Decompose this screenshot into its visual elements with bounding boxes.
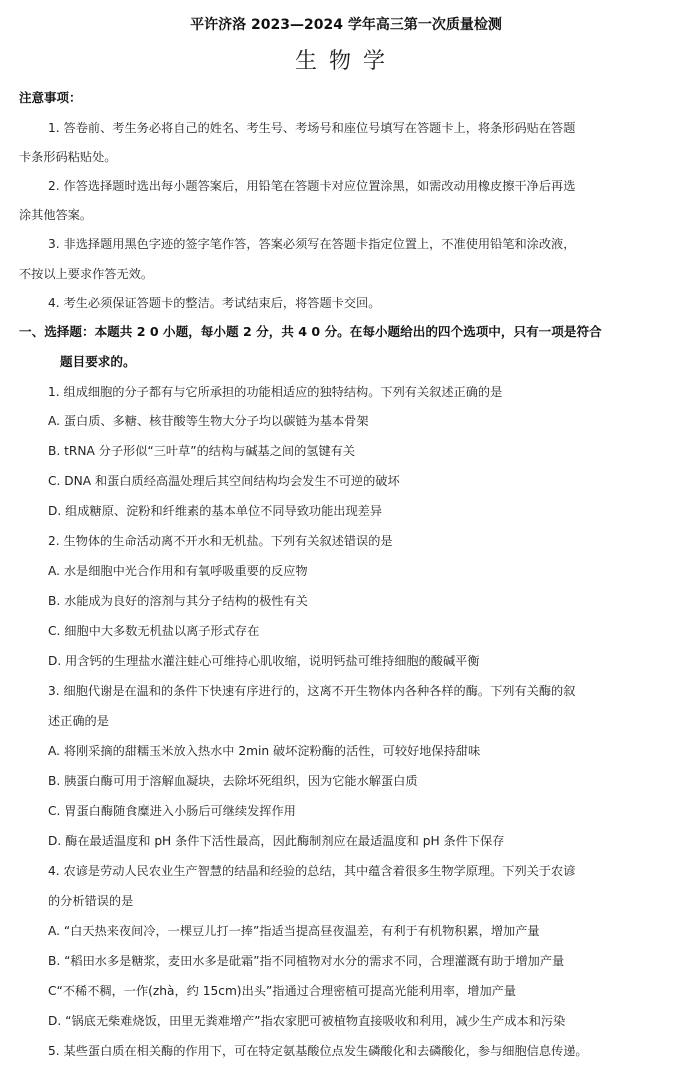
notice-item-4-line-1: 4. 考生必须保证答题卡的整洁。考试结束后，将答题卡交回。 (48, 296, 381, 310)
question-2-option-d: D. 用含钙的生理盐水灌注蛙心可维持心肌收缩，说明钙盐可维持细胞的酸碱平衡 (48, 654, 480, 668)
question-5-stem: 5. 某些蛋白质在相关酶的作用下，可在特定氨基酸位点发生磷酸化和去磷酸化，参与细胞信息传递。 (48, 1044, 588, 1058)
section-heading-line-1: 一、选择题：本题共 2 0 小题，每小题 2 分，共 4 0 分。在每小题给出的四个选项中，只有一项是符合 (19, 324, 602, 339)
question-4-stem-line-2: 的分析错误的是 (48, 894, 134, 908)
question-3-option-d: D. 酶在最适温度和 pH 条件下活性最高，因此酶制剂应在最适温度和 pH 条件下保存 (48, 834, 505, 848)
subject-title: 生物学 (294, 49, 397, 74)
exam-title: 平许济洛 2023—2024 学年高三第一次质量检测 (190, 17, 502, 33)
question-4-option-b: B. “稻田水多是糖浆，麦田水多是砒霜”指不同植物对水分的需求不同，合理灌溉有助于增加产量 (48, 954, 565, 968)
question-4-option-c: C“不稀不稠，一作(zhà，约 15cm)出头”指通过合理密植可提高光能利用率，增加产量 (48, 984, 517, 998)
question-3-option-a: A. 将刚采摘的甜糯玉米放入热水中 2min 破坏淀粉酶的活性，可较好地保持甜味 (48, 744, 481, 758)
question-1-option-c: C. DNA 和蛋白质经高温处理后其空间结构均会发生不可逆的破坏 (48, 474, 400, 488)
question-3-stem-line-1: 3. 细胞代谢是在温和的条件下快速有序进行的，这离不开生物体内各种各样的酶。下列有关酶的叙 (48, 684, 576, 698)
question-1-option-a: A. 蛋白质、多糖、核苷酸等生物大分子均以碳链为基本骨架 (48, 414, 369, 428)
section-heading-line-2: 题目要求的。 (60, 354, 136, 369)
question-2-option-c: C. 细胞中大多数无机盐以离子形式存在 (48, 624, 260, 638)
notice-item-1-line-1: 1. 答卷前、考生务必将自己的姓名、考生号、考场号和座位号填写在答题卡上，将条形码贴在答题 (48, 121, 576, 135)
question-2-stem: 2. 生物体的生命活动离不开水和无机盐。下列有关叙述错误的是 (48, 534, 393, 548)
notice-item-3-line-2: 不按以上要求作答无效。 (19, 267, 154, 281)
question-1-option-d: D. 组成糖原、淀粉和纤维素的基本单位不同导致功能出现差异 (48, 504, 383, 518)
notice-item-2-line-2: 涂其他答案。 (19, 208, 93, 222)
question-3-option-c: C. 胃蛋白酶随食糜进入小肠后可继续发挥作用 (48, 804, 296, 818)
question-2-option-a: A. 水是细胞中光合作用和有氧呼吸重要的反应物 (48, 564, 308, 578)
notice-item-1-line-2: 卡条形码粘贴处。 (19, 150, 117, 164)
question-4-stem-line-1: 4. 农谚是劳动人民农业生产智慧的结晶和经验的总结，其中蕴含着很多生物学原理。下列关于农谚 (48, 864, 576, 878)
notice-item-2-line-1: 2. 作答选择题时选出每小题答案后，用铅笔在答题卡对应位置涂黑，如需改动用橡皮擦干净后再选 (48, 179, 576, 193)
notice-item-3-line-1: 3. 非选择题用黑色字迹的签字笔作答，答案必须写在答题卡指定位置上，不准使用铅笔和涂改液， (48, 237, 576, 251)
question-4-option-d: D. “锅底无柴难烧饭，田里无粪难增产”指农家肥可被植物直接吸收和利用，减少生产成本和污染 (48, 1014, 566, 1028)
question-2-option-b: B. 水能成为良好的溶剂与其分子结构的极性有关 (48, 594, 308, 608)
question-4-option-a: A. “白天热来夜间冷，一棵豆儿打一捧”指适当提高昼夜温差，有利于有机物积累，增加产量 (48, 924, 540, 938)
question-1-option-b: B. tRNA 分子形似“三叶草”的结构与碱基之间的氢键有关 (48, 444, 356, 458)
question-1-stem: 1. 组成细胞的分子都有与它所承担的功能相适应的独特结构。下列有关叙述正确的是 (48, 385, 503, 399)
question-3-stem-line-2: 述正确的是 (48, 714, 109, 728)
question-3-option-b: B. 胰蛋白酶可用于溶解血凝块，去除坏死组织，因为它能水解蛋白质 (48, 774, 418, 788)
notice-heading: 注意事项： (19, 90, 82, 105)
